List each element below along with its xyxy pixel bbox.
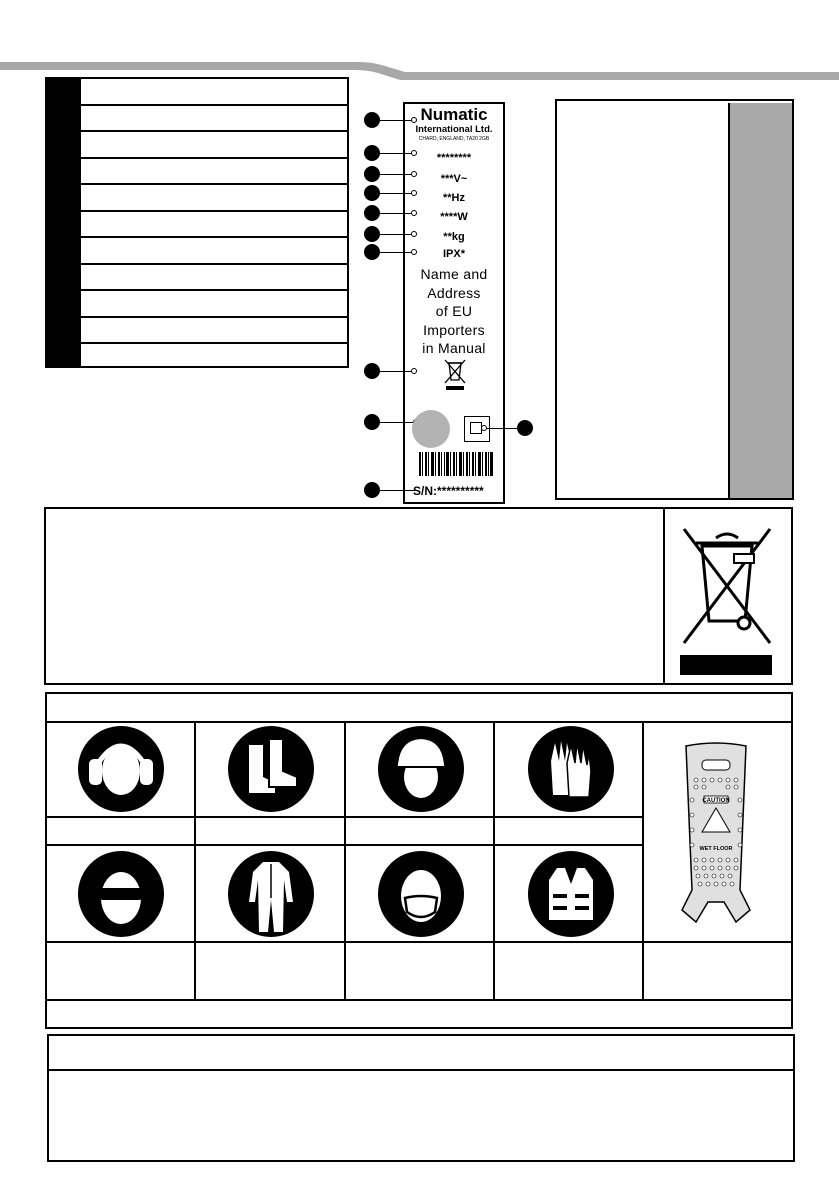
table-side-bar bbox=[47, 79, 81, 366]
overalls-icon bbox=[227, 850, 315, 938]
callout-dot bbox=[411, 171, 417, 177]
importer-note-line: in Manual bbox=[422, 340, 486, 356]
callout-marker bbox=[364, 363, 380, 379]
ip-rating: IPX* bbox=[442, 248, 465, 260]
ppe-requirements-table bbox=[45, 692, 793, 1029]
grid-line bbox=[194, 721, 196, 1001]
grid-line bbox=[47, 941, 791, 943]
divider bbox=[663, 509, 665, 683]
brand-company: International Ltd. bbox=[415, 124, 493, 135]
callout-dot bbox=[411, 117, 417, 123]
callout-dot bbox=[411, 150, 417, 156]
grid-line bbox=[642, 721, 644, 1001]
frequency-rating: **Hz bbox=[442, 192, 465, 204]
hard-hat-icon bbox=[377, 725, 465, 813]
callout-marker bbox=[364, 226, 380, 242]
weight-rating: **kg bbox=[443, 231, 465, 243]
callout-marker bbox=[364, 166, 380, 182]
model-number: ******** bbox=[436, 152, 472, 164]
grid-line bbox=[493, 721, 495, 1001]
grid-line bbox=[47, 721, 791, 723]
serial-number: S/N:********** bbox=[413, 484, 484, 498]
importer-note-line: Name and bbox=[420, 266, 488, 282]
callout-dot bbox=[411, 249, 417, 255]
info-panel bbox=[555, 99, 794, 500]
table-row bbox=[81, 106, 347, 133]
callout-marker bbox=[364, 244, 380, 260]
class-ii-double-square-icon bbox=[464, 416, 490, 442]
wet-floor-label: WET FLOOR bbox=[699, 846, 733, 852]
header-banner bbox=[0, 0, 839, 80]
callout-marker bbox=[364, 112, 380, 128]
table-row bbox=[81, 238, 347, 265]
importer-note-line: Address bbox=[427, 284, 481, 301]
table-row bbox=[81, 185, 347, 212]
table-row bbox=[81, 212, 347, 239]
table-row bbox=[81, 344, 347, 371]
safety-boots-icon bbox=[227, 725, 315, 813]
callout-dot bbox=[411, 368, 417, 374]
callout-marker bbox=[364, 185, 380, 201]
dust-mask-icon bbox=[377, 850, 465, 938]
table-row bbox=[81, 318, 347, 345]
caution-wet-floor-sign-icon bbox=[680, 740, 752, 930]
crossed-out-wheelie-bin-icon bbox=[674, 521, 778, 679]
table-row bbox=[81, 159, 347, 186]
specification-table bbox=[45, 77, 349, 368]
callout-dot bbox=[411, 231, 417, 237]
table-row bbox=[81, 265, 347, 292]
importer-note-line: Importers bbox=[423, 321, 485, 338]
barcode-icon bbox=[419, 452, 493, 476]
grid-line bbox=[344, 721, 346, 1001]
importer-note-line: of EU bbox=[435, 303, 473, 319]
grey-side-panel bbox=[728, 103, 792, 498]
callout-marker bbox=[364, 414, 380, 430]
eu-importer-note bbox=[405, 265, 503, 358]
notes-box bbox=[47, 1034, 795, 1162]
divider bbox=[49, 1069, 793, 1071]
table-row bbox=[81, 291, 347, 318]
hi-vis-vest-icon bbox=[527, 850, 615, 938]
brand-name: Numatic bbox=[420, 105, 488, 124]
table-row bbox=[81, 132, 347, 159]
ear-protection-icon bbox=[77, 725, 165, 813]
grey-circle-mark bbox=[412, 410, 450, 448]
crossed-out-wheelie-bin-icon bbox=[443, 358, 467, 392]
power-rating: ****W bbox=[440, 211, 468, 223]
eye-protection-icon bbox=[77, 850, 165, 938]
voltage-rating: ***V~ bbox=[440, 173, 468, 185]
table-row bbox=[81, 79, 347, 106]
callout-dot bbox=[411, 210, 417, 216]
brand-address: CHARD, ENGLAND, TA20 2GB bbox=[418, 136, 490, 142]
callout-marker bbox=[364, 482, 380, 498]
weee-disposal-box bbox=[44, 507, 793, 685]
callout-marker bbox=[364, 205, 380, 221]
caution-label: CAUTION bbox=[702, 798, 730, 804]
callout-dot bbox=[411, 190, 417, 196]
callout-marker bbox=[517, 420, 533, 436]
grid-line bbox=[47, 999, 791, 1001]
callout-marker bbox=[364, 145, 380, 161]
protective-gloves-icon bbox=[527, 725, 615, 813]
